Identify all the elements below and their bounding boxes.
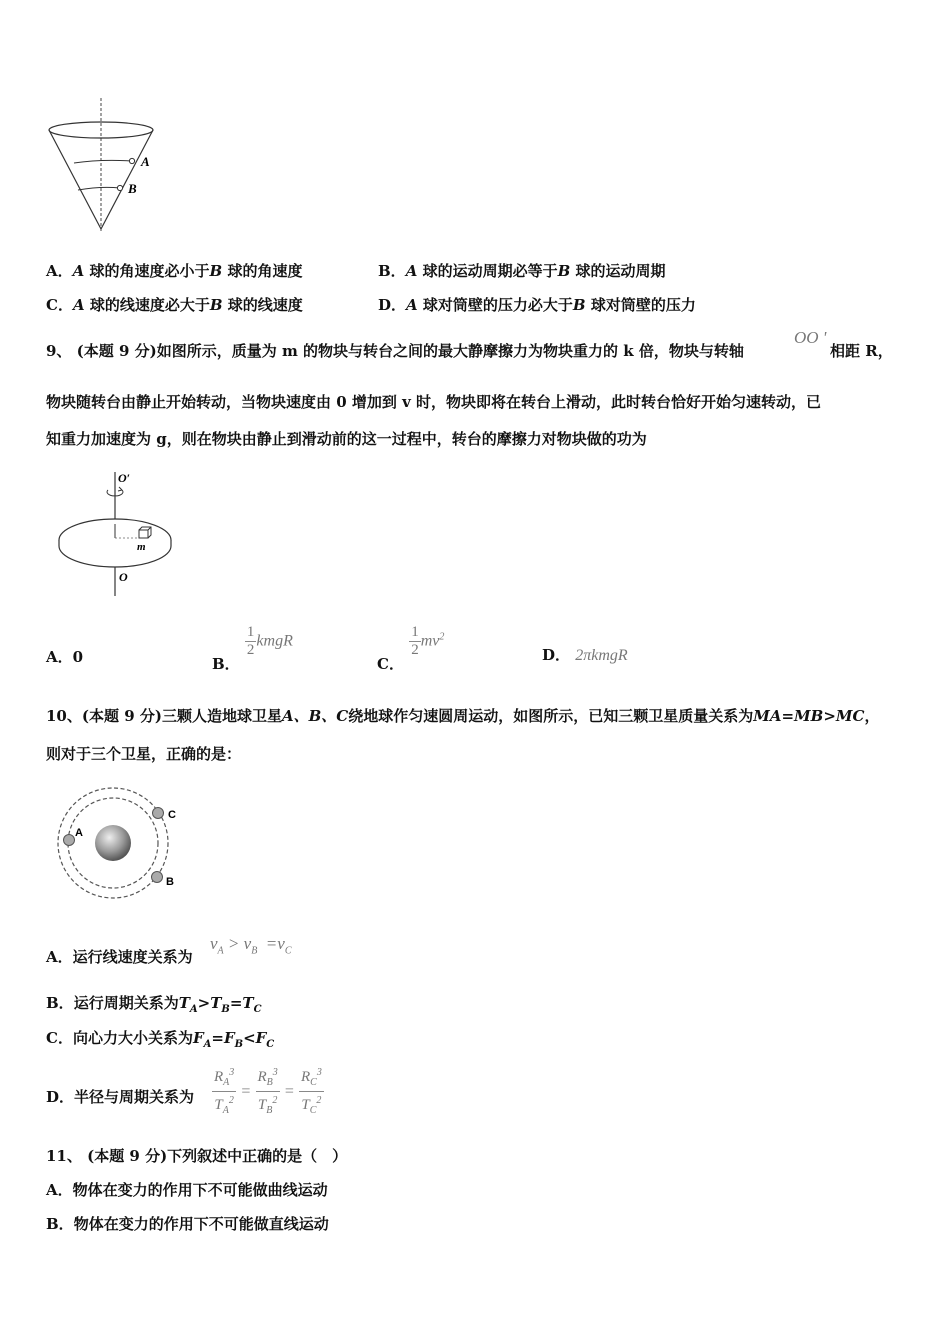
- q10-stem-line1: 10、(本题 9 分)三颗人造地球卫星A、B、C绕地球作匀速圆周运动，如图所示，已知三颗卫星质量关系为MA=MB>MC，: [46, 707, 880, 725]
- q9-option-b[interactable]: B． $\frac{1}{2}$ kmgR: [212, 624, 293, 673]
- label-o: O: [119, 570, 128, 584]
- q11-option-a[interactable]: A．物体在变力的作用下不可能做曲线运动: [46, 1181, 328, 1199]
- satellite-a: [64, 835, 75, 846]
- q9-option-c[interactable]: C． $\frac{1}{2}$ $mv^2$: [377, 624, 445, 673]
- q10-option-d-formula: $\frac{R_A^3}{T_A^2}$ = $\frac{R_B^3}{T_B^2}$ = $\frac{R_C^3}{T_C^2}$: [214, 1067, 322, 1116]
- ball-b: [117, 185, 122, 190]
- q10-option-b[interactable]: B．运行周期关系为$T_A>T_B=T_C$: [46, 994, 262, 1015]
- q10-stem-line2: 则对于三个卫星，正确的是：: [46, 745, 242, 763]
- block-m: [139, 530, 148, 538]
- q10-option-a-formula: $v_A > v_B =v_C$: [210, 934, 292, 957]
- q9-stem-line2: 物块随转台由静止开始转动，当物块速度由 0 增加到 v 时，物块即将在转台上滑动，此时转台恰好开始匀速转动，已: [46, 393, 822, 411]
- q8-option-b[interactable]: B．A 球的运动周期必等于B 球的运动周期: [378, 262, 666, 280]
- q9-axis-symbol: OO ': [794, 328, 827, 347]
- satellite-c: [153, 808, 164, 819]
- cone-figure: [40, 95, 170, 235]
- fraction: $\frac{1}{2}$: [411, 624, 419, 658]
- q8-option-a[interactable]: A．A 球的角速度必小于B 球的角速度: [46, 262, 303, 280]
- label-c: C: [168, 809, 176, 821]
- q10-option-a[interactable]: A．运行线速度关系为: [46, 948, 193, 966]
- satellite-b: [152, 872, 163, 883]
- q9-stem-line1-end: 相距 R，: [830, 342, 893, 360]
- q8-option-c[interactable]: C．A 球的线速度必大于B 球的线速度: [46, 296, 303, 314]
- q10-option-d[interactable]: D．半径与周期关系为: [46, 1088, 195, 1106]
- q8-option-d[interactable]: D．A 球对筒壁的压力必大于B 球对筒壁的压力: [378, 296, 696, 314]
- earth: [95, 825, 131, 861]
- label-a: A: [141, 154, 150, 169]
- q9-option-d[interactable]: D． 2πkmgR: [542, 646, 628, 664]
- turntable-figure: [52, 468, 182, 600]
- fraction: $\frac{1}{2}$: [246, 624, 255, 658]
- label-m: m: [137, 541, 146, 553]
- q9-stem-line1: 9、 (本题 9 分)如图所示，质量为 m 的物块与转台之间的最大静摩擦力为物块重力的 k 倍，物块与转轴: [46, 342, 744, 360]
- q11-option-b[interactable]: B．物体在变力的作用下不可能做直线运动: [46, 1215, 329, 1233]
- q10-option-c[interactable]: C．向心力大小关系为$F_A=F_B<F_C$: [46, 1029, 275, 1050]
- label-b: B: [166, 876, 174, 888]
- satellite-orbit-figure: [50, 783, 185, 903]
- q9-option-a[interactable]: A．0: [46, 648, 84, 666]
- mass-relation: MA=MB>MC: [753, 707, 865, 725]
- label-a: A: [75, 827, 83, 839]
- label-o-prime: O′: [118, 471, 131, 485]
- label-b: B: [128, 181, 137, 196]
- q11-stem: 11、 (本题 9 分)下列叙述中正确的是（ ）: [46, 1147, 348, 1165]
- ball-a: [129, 158, 134, 163]
- q9-stem-line3: 知重力加速度为 g，则在物块由静止到滑动前的这一过程中，转台的摩擦力对物块做的功为: [46, 430, 647, 448]
